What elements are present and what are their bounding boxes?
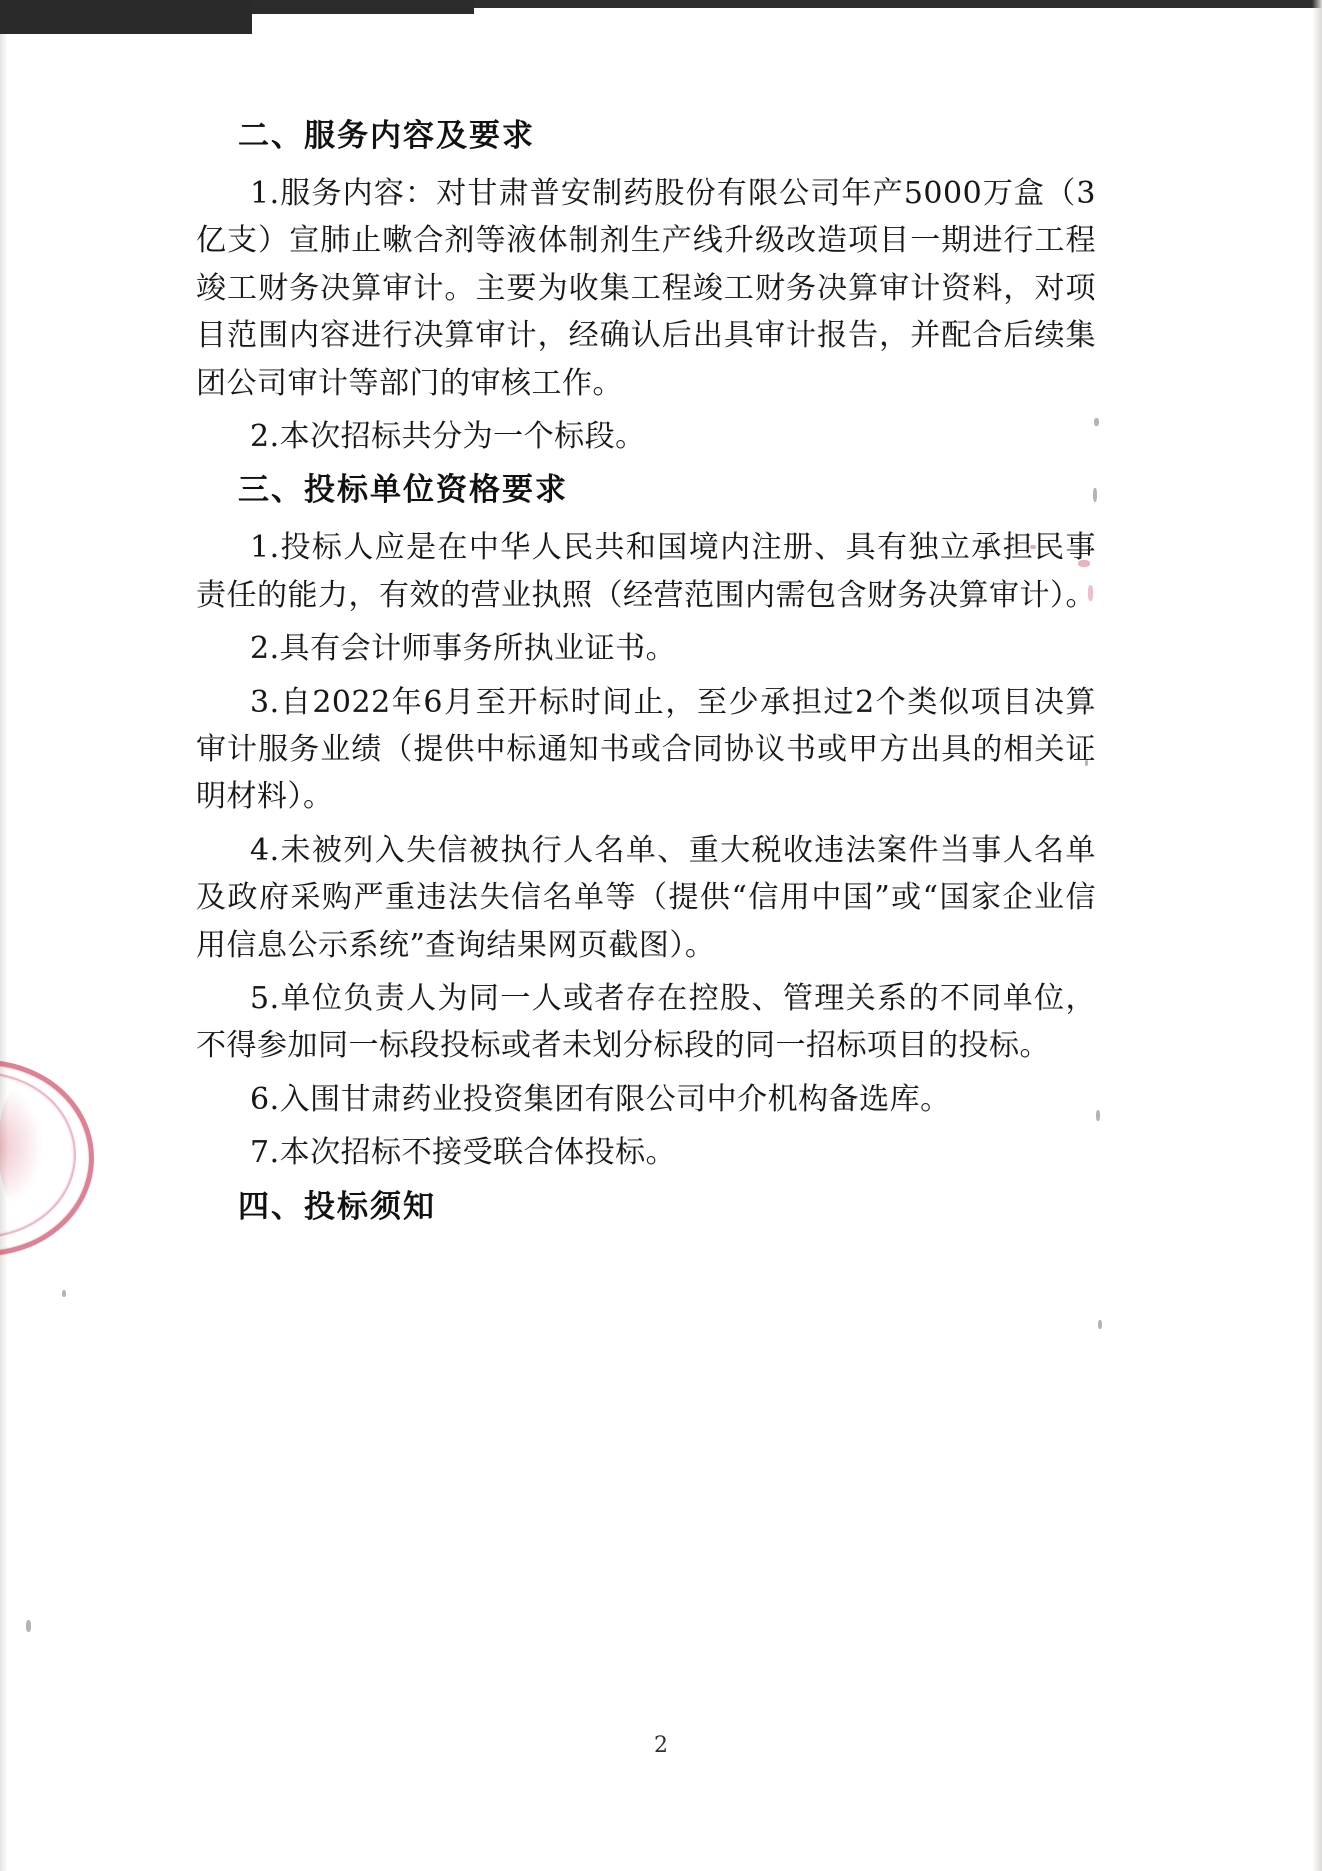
document-body	[196, 112, 1096, 1241]
paragraph-qualification-5: 5.单位负责人为同一人或者存在控股、管理关系的不同单位，不得参加同一标段投标或者未划分标段的同一招标项目的投标。	[196, 980, 1096, 1064]
scan-edge-top-left	[0, 0, 252, 34]
paragraph-qualification-2: 2.具有会计师事务所执业证书。	[250, 631, 677, 667]
scan-edge-top-middle	[252, 0, 474, 14]
scan-edge-top-right	[474, 0, 1322, 8]
paragraph-qualification-3: 3.自2022年6月至开标时间止，至少承担过2个类似项目决算审计服务业绩（提供中标通知书或合同协议书或甲方出具的相关证明材料）。	[196, 684, 1096, 815]
page-number: 2	[654, 1733, 668, 1758]
scan-speck	[1096, 1110, 1100, 1121]
paragraph-qualification-1: 1.投标人应是在中华人民共和国境内注册、具有独立承担民事责任的能力，有效的营业执照（经营范围内需包含财务决算审计）。	[196, 530, 1096, 613]
paragraph-qualification-7: 7.本次招标不接受联合体投标。	[250, 1135, 677, 1171]
paragraph-lot-division: 2.本次招标共分为一个标段。	[250, 419, 646, 454]
scan-speck	[1098, 1320, 1102, 1329]
paragraph-service-content-detail: 1.服务内容：对甘肃普安制药股份有限公司年产5000万盒（3亿支）宣肺止嗽合剂等液体制剂生产线升级改造项目一期进行工程竣工财务决算审计。主要为收集工程竣工财务决算审计资料，对项目范围内容进行决算审计，经确认后出具审计报告，并配合后续集团公司审计等部门的审核工作。	[196, 176, 1096, 401]
red-seal-stamp-fragment	[0, 1060, 88, 1250]
scan-speck	[62, 1290, 66, 1297]
seal-outer-ring	[0, 1060, 94, 1256]
paragraph-qualification-4: 4.未被列入失信被执行人名单、重大税收违法案件当事人名单及政府采购严重违法失信名单等（提供“信用中国”或“国家企业信用信息公示系统”查询结果网页截图）。	[196, 832, 1096, 963]
section-heading-bidder-qualification: 三、投标单位资格要求	[238, 472, 568, 509]
seal-inner-ring	[0, 1072, 76, 1238]
scan-edge-left	[0, 34, 8, 1871]
section-heading-bidding-instructions: 四、投标须知	[238, 1188, 436, 1225]
scan-speck	[26, 1620, 31, 1632]
scan-edge-right	[1312, 0, 1322, 1871]
paragraph-qualification-6: 6.入围甘肃药业投资集团有限公司中介机构备选库。	[250, 1081, 951, 1117]
section-heading-service-content: 二、服务内容及要求	[238, 118, 535, 154]
